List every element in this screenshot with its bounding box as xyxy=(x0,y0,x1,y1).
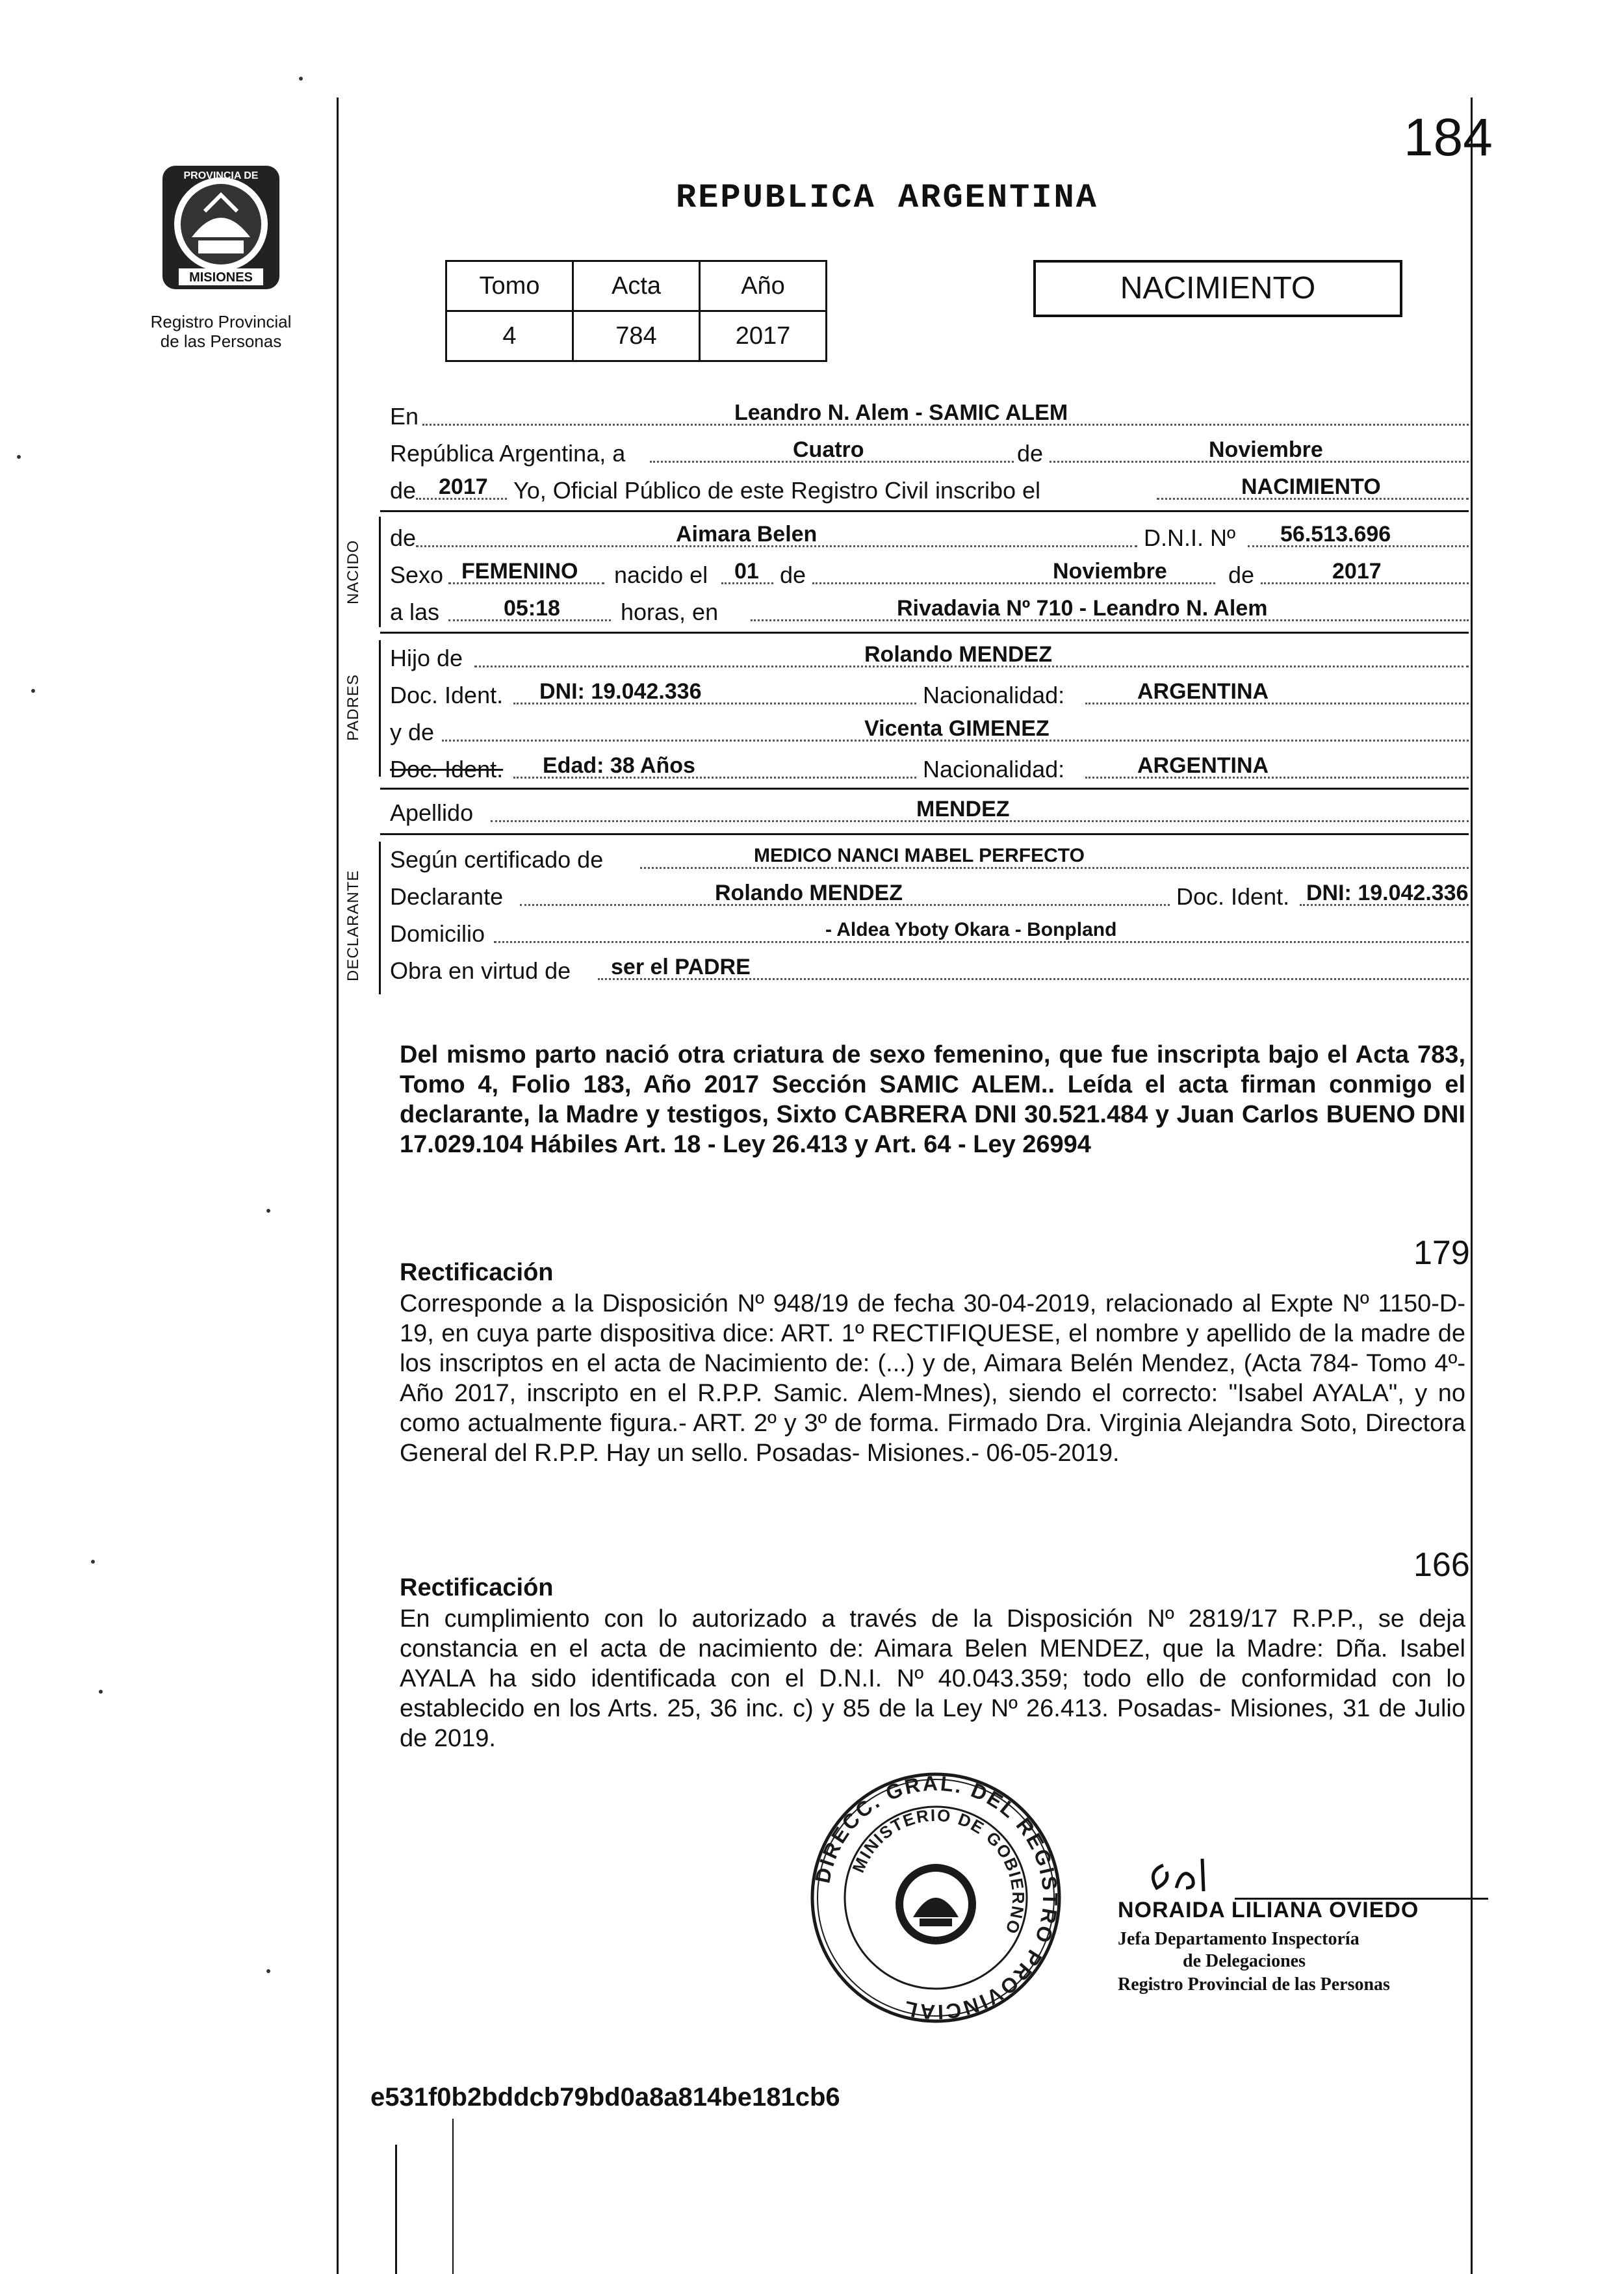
obra-value: ser el PADRE xyxy=(611,955,751,979)
sexo-value: FEMENINO xyxy=(461,559,578,584)
row-nacido-hora: a las 05:18 horas, en Rivadavia Nº 710 - Leandro N. Alem xyxy=(390,597,1469,627)
row-apellido: Apellido MENDEZ xyxy=(390,798,1469,828)
domicilio-value: - Aldea Yboty Okara - Bonpland xyxy=(825,919,1117,940)
declarante-doc-value: DNI: 19.042.336 xyxy=(1306,881,1469,905)
nacido-anio-value: 2017 xyxy=(1332,559,1382,584)
lugar-nacimiento-value: Rivadavia Nº 710 - Leandro N. Alem xyxy=(897,596,1268,621)
hora-value: 05:18 xyxy=(504,596,560,621)
row-declarante: Declarante Rolando MENDEZ Doc. Ident. DNI: 19.042.336 xyxy=(390,882,1469,912)
nacido-bracket xyxy=(379,517,381,627)
row-de-anio: de 2017 Yo, Oficial Público de este Registro Civil inscribo el NACIMIENTO xyxy=(390,476,1469,506)
section-divider xyxy=(380,632,1469,634)
right-margin-line xyxy=(1471,97,1473,2274)
localidad-value: Leandro N. Alem - SAMIC ALEM xyxy=(734,400,1068,425)
declarante-bracket xyxy=(379,842,381,994)
tipo-acta-value: NACIMIENTO xyxy=(1241,474,1381,499)
anio-value: 2017 xyxy=(439,474,488,499)
padre-doc-value: DNI: 19.042.336 xyxy=(539,679,702,704)
document-title: REPUBLICA ARGENTINA xyxy=(676,179,1098,217)
signatory-role-3: Registro Provincial de las Personas xyxy=(1118,1974,1390,1995)
certificado-value: MEDICO NANCI MABEL PERFECTO xyxy=(754,845,1085,866)
nacido-mes-value: Noviembre xyxy=(1053,559,1167,584)
scan-mark xyxy=(299,77,303,81)
registro-table xyxy=(445,260,827,362)
row-padre-doc: Doc. Ident. DNI: 19.042.336 Nacionalidad: ARGENTINA xyxy=(390,680,1469,710)
madre-edad-value: Edad: 38 Años xyxy=(543,753,695,778)
rectificacion-2-text: En cumplimiento con lo autorizado a través de la Disposición Nº 2819/17 R.P.P., se deja constancia en el acta de nacimiento de: Aimara Belen MENDEZ, que la Madre: Dña. Isabel AYALA ha sido identificada con el D.N.I. Nº 40.043.359; todo ello de conformidad con lo establecido en los Arts. 25, 36 inc. c) y 85 de la Ley Nº 26.413. Posadas- Misiones, 31 de Julio de 2019. xyxy=(400,1605,1465,1752)
padres-bracket xyxy=(379,640,381,777)
row-domicilio: Domicilio - Aldea Yboty Okara - Bonpland xyxy=(390,919,1469,949)
scan-mark xyxy=(31,689,35,693)
header-tomo: Tomo xyxy=(446,261,573,311)
handwritten-signature-icon xyxy=(1144,1852,1222,1898)
svg-text:DIRECC. GRAL. DEL REGISTRO PRO: DIRECC. GRAL. DEL REGISTRO PROVINCIAL xyxy=(810,1771,1063,2024)
section-divider xyxy=(380,788,1469,790)
padre-nacionalidad-value: ARGENTINA xyxy=(1137,679,1269,704)
row-nacido-sexo: Sexo FEMENINO nacido el 01 de Noviembre de 2017 xyxy=(390,560,1469,590)
scan-mark xyxy=(266,1969,270,1973)
row-obra: Obra en virtud de ser el PADRE xyxy=(390,956,1469,986)
binding-line xyxy=(395,2145,397,2274)
header-anio: Año xyxy=(700,261,827,311)
declarante-nombre-value: Rolando MENDEZ xyxy=(715,881,903,905)
rectificacion-2-title: Rectificación xyxy=(400,1574,554,1601)
padre-nombre-value: Rolando MENDEZ xyxy=(864,642,1052,667)
side-label-padres: PADRES xyxy=(344,674,362,741)
official-seal-icon xyxy=(806,1768,1066,2028)
row-en: En Leandro N. Alem - SAMIC ALEM xyxy=(390,402,1469,432)
registro-provincial-logo xyxy=(153,159,289,296)
scan-mark xyxy=(17,455,21,459)
header-acta: Acta xyxy=(573,261,700,311)
binding-line-2 xyxy=(452,2119,454,2274)
signatory-role-2: de Delegaciones xyxy=(1183,1951,1306,1971)
section-divider xyxy=(380,510,1469,512)
svg-text:MINISTERIO DE GOBIERNO: MINISTERIO DE GOBIERNO xyxy=(848,1805,1029,1938)
rectificacion-2-number: 166 xyxy=(1413,1546,1470,1584)
side-label-declarante: DECLARANTE xyxy=(344,870,362,981)
madre-nacionalidad-value: ARGENTINA xyxy=(1137,753,1269,778)
rectificacion-1-number: 179 xyxy=(1413,1234,1470,1272)
row-republica: República Argentina, a Cuatro de Noviembre xyxy=(390,439,1469,469)
svg-text:PROVINCIA DE: PROVINCIA DE xyxy=(183,170,259,181)
svg-text:MISIONES: MISIONES xyxy=(189,270,253,285)
scan-mark xyxy=(266,1209,270,1213)
rectificacion-1-title: Rectificación xyxy=(400,1259,554,1286)
row-madre-doc: Doc. Ident. Edad: 38 Años Nacionalidad: ARGENTINA xyxy=(390,755,1469,784)
observacion-text: Del mismo parto nació otra criatura de sexo femenino, que fue inscripta bajo el Acta 783, Tomo 4, Folio 183, Año 2017 Sección SAMIC ALEM.. Leída el acta firman conmigo el declarante, la Madre y testigos, Sixto CABRERA DNI 30.521.484 y Juan Carlos BUENO DNI 17.029.104 Hábiles Art. 18 - Ley 26.413 y Art. 64 - Ley 26994 xyxy=(400,1041,1465,1158)
nacido-nombre-value: Aimara Belen xyxy=(676,522,818,547)
scan-mark xyxy=(91,1560,95,1564)
rectificacion-1-text: Corresponde a la Disposición Nº 948/19 de fecha 30-04-2019, relacionado al Expte Nº 1150-D-19, en cuya parte dispositiva dice: ART. 1º RECTIFIQUESE, el nombre y apellido de la madre de los inscriptos en el acta de Nacimiento de: (...) y de, Aimara Belén Mendez, (Acta 784- Tomo 4º- Año 2017, inscripto en el R.P.P. Samic. Alem-Mnes), siendo el correcto: "Isabel AYALA", y no como actualmente figura.- ART. 2º y 3º de forma. Firmado Dra. Virginia Alejandra Soto, Directora General del R.P.P. Hay un sello. Posadas- Misiones.- 06-05-2019. xyxy=(400,1290,1465,1467)
logo-caption: Registro Provincial de las Personas xyxy=(150,312,292,351)
value-anio: 2017 xyxy=(700,311,827,361)
row-nacido-nombre: de Aimara Belen D.N.I. Nº 56.513.696 xyxy=(390,523,1469,553)
side-label-nacido: NACIDO xyxy=(344,539,362,604)
tipo-acta-box: NACIMIENTO xyxy=(1033,260,1402,317)
provincial-coat-of-arms-icon xyxy=(153,159,289,296)
signatory-name: NORAIDA LILIANA OVIEDO xyxy=(1118,1898,1419,1922)
mes-value: Noviembre xyxy=(1209,437,1323,462)
apellido-value: MENDEZ xyxy=(916,797,1010,821)
left-margin-line xyxy=(337,97,339,2274)
official-seal xyxy=(806,1768,1066,2028)
row-y-de: y de Vicenta GIMENEZ xyxy=(390,717,1469,747)
madre-nombre-value: Vicenta GIMENEZ xyxy=(864,716,1050,741)
dia-value: Cuatro xyxy=(793,437,864,462)
nacido-dia-value: 01 xyxy=(734,559,759,584)
value-acta: 784 xyxy=(573,311,700,361)
signatory-role-1: Jefa Departamento Inspectoría xyxy=(1118,1929,1360,1949)
row-segun: Según certificado de MEDICO NANCI MABEL PERFECTO xyxy=(390,845,1469,875)
nacido-dni-value: 56.513.696 xyxy=(1280,522,1391,547)
document-hash: e531f0b2bddcb79bd0a8a814be181cb6 xyxy=(370,2083,840,2112)
section-divider xyxy=(380,833,1469,835)
value-tomo: 4 xyxy=(446,311,573,361)
row-hijo-de: Hijo de Rolando MENDEZ xyxy=(390,643,1469,673)
scan-mark xyxy=(99,1690,103,1694)
page-number: 184 xyxy=(1404,108,1493,167)
